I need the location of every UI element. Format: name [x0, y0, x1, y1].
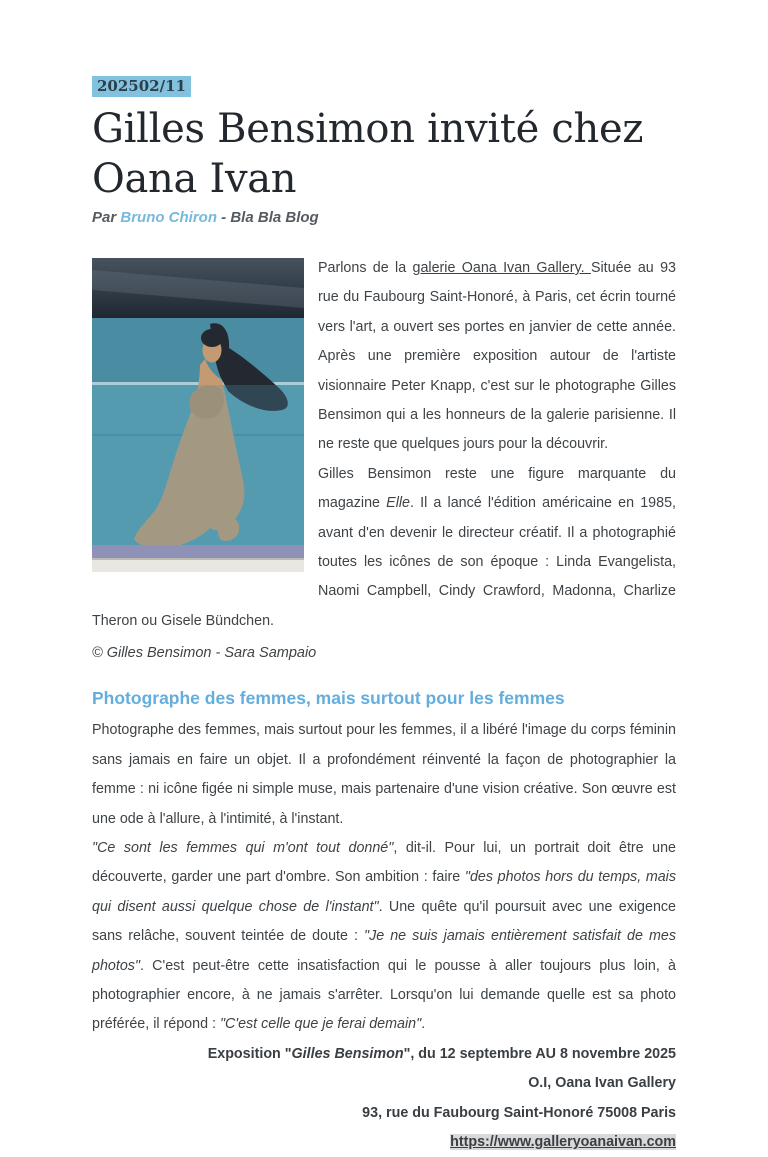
gallery-website-line — [92, 1128, 676, 1157]
text-segment: , dit-il. Pour lui, un portrait doit être une découverte, garder une part d'ombre. Son ambition : faire — [92, 839, 676, 886]
byline — [92, 209, 676, 226]
text-segment: "Je ne suis jamais entièrement satisfait de mes photos" — [92, 928, 676, 974]
article-paragraph-4 — [92, 834, 676, 1040]
gallery-name-line — [92, 1069, 676, 1098]
text-segment: "C'est celle que je ferai demain" — [219, 1016, 422, 1033]
text-segment: . Il a lancé l'édition américaine en 1985, avant d'en devenir le directeur créatif. Il a photographié toutes les icônes de son époque : Linda Evangelista, Naomi Campbell, Cindy Crawford, Madonna, Charlize Theron ou Gisele Bündchen. — [92, 495, 676, 629]
text-segment: Photographe des femmes, mais surtout pour les femmes, il a libéré l'image du corps féminin sans jamais en faire un objet. Il a profondément réinventé la façon de photographier la femme : ni icône figée ni simple muse, mais partenaire d'une vision créative. Son œuvre est une ode à l'allure, à l'intimité, à l'instant. — [92, 722, 676, 827]
author-link[interactable]: Bruno Chiron — [120, 209, 218, 226]
article-paragraph-3 — [92, 716, 676, 834]
gallery-address-line — [92, 1099, 676, 1128]
text-segment: . C'est peut-être cette insatisfaction qui le pousse à aller toujours plus loin, à photographier encore, à ne jamais s'arrêter. Lorsqu'on lui demande quelle est sa photo préférée, il répond : — [92, 957, 676, 1033]
pool-edge — [92, 545, 304, 559]
text-segment: - Bla Bla Blog — [217, 209, 319, 226]
photo-caption: © Gilles Bensimon - Sara Sampaio — [92, 645, 317, 662]
text-segment: Elle — [386, 495, 410, 512]
article-photo — [92, 258, 304, 572]
text-segment: "des photos hors du temps, mais qui disent aussi quelque chose de l'instant" — [92, 869, 677, 915]
text-segment: "Ce sont les femmes qui m'ont tout donné" — [92, 839, 394, 856]
text-segment: . Une quête qu'il poursuit avec une exigence sans relâche, souvent teintée de doute : — [92, 898, 676, 945]
pool-photo-illustration — [92, 258, 304, 572]
text-segment: ", du 12 septembre AU 8 novembre 2025 — [403, 1045, 676, 1062]
text-segment: O.I, Oana Ivan Gallery — [528, 1075, 676, 1092]
exhibition-title-line — [92, 1040, 676, 1069]
text-segment: Parlons de la — [318, 260, 413, 276]
text-segment: . — [421, 1016, 426, 1033]
section-heading: Photographe des femmes, mais surtout pour les femmes — [92, 688, 565, 709]
text-segment: 93, rue du Faubourg Saint-Honoré 75008 Paris — [362, 1104, 676, 1121]
article-lead — [92, 254, 676, 661]
page-title: Gilles Bensimon invité chez Oana Ivan — [92, 106, 644, 202]
website-link[interactable]: https://www.galleryoanaivan.com — [450, 1133, 676, 1150]
text-segment: Située au 93 rue du Faubourg Saint-Honoré, à Paris, cet écrin tourné vers l'art, a ouvert ses portes en janvier de cette année. Après une première exposition autour de l'artiste visionnaire Peter Knapp, c'est sur le photographe Gilles Bensimon qui a les honneurs de la galerie parisienne. Il ne reste que quelques jours pour la découvrir. — [318, 260, 676, 453]
text-segment: Gilles Bensimon reste une figure marquante du magazine — [318, 465, 676, 512]
gallery-inline-link[interactable]: galerie Oana Ivan Gallery. — [412, 260, 591, 276]
text-segment: Exposition " — [207, 1045, 292, 1062]
exhibition-info — [92, 1040, 676, 1157]
text-segment: Gilles Bensimon — [291, 1045, 404, 1062]
text-segment: Par — [92, 209, 121, 226]
date-badge: 202502/11 — [92, 76, 191, 97]
